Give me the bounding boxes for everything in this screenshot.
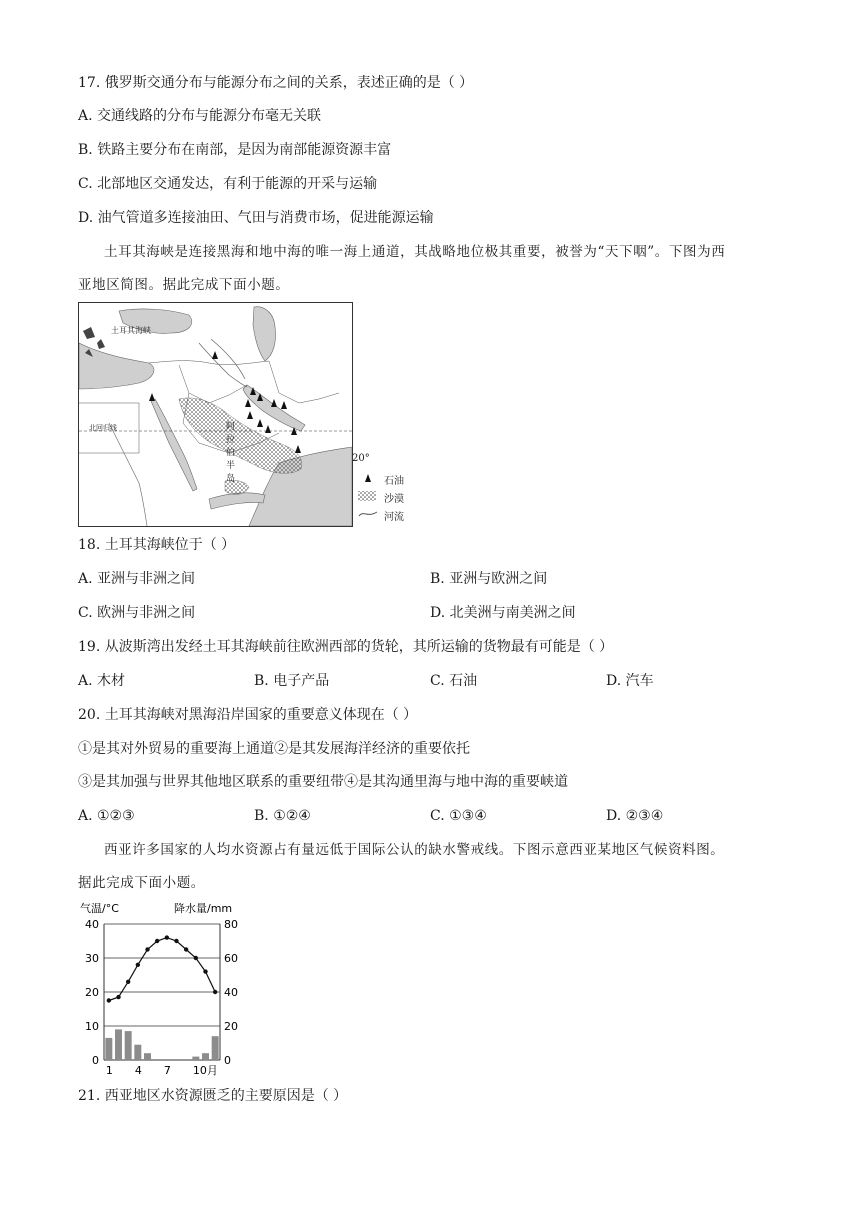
q20-statement-2: ③是其加强与世界其他地区联系的重要纽带④是其沟通里海与地中海的重要峡道	[78, 774, 568, 790]
q17-stem: 17. 俄罗斯交通分布与能源分布之间的关系，表述正确的是（ ）	[78, 75, 474, 91]
legend-desert: 沙漠	[358, 490, 376, 505]
precipitation-bar	[202, 1053, 209, 1060]
precipitation-bar	[115, 1029, 122, 1060]
temperature-line	[109, 938, 215, 1001]
climate-chart	[76, 900, 276, 1080]
precipitation-bar	[134, 1045, 141, 1060]
climate-chart-svg	[76, 900, 276, 1080]
q19-stem: 19. 从波斯湾出发经土耳其海峡前往欧洲西部的货轮，其所运输的货物最有可能是（ ）	[78, 639, 614, 655]
q18-option-d: D. 北美洲与南美洲之间	[430, 605, 576, 621]
y-left-tick-label: 10	[85, 1020, 99, 1033]
tropic-label: 北回归线	[89, 424, 117, 432]
desert-label: 阿拉伯半岛	[224, 421, 234, 486]
q19-option-b: B. 电子产品	[254, 673, 330, 689]
temperature-point	[194, 956, 198, 960]
q20-stem: 20. 土耳其海峡对黑海沿岸国家的重要意义体现在（ ）	[78, 707, 418, 723]
y-left-tick-label: 0	[92, 1054, 99, 1067]
y-left-tick-label: 20	[85, 986, 99, 999]
precipitation-bar	[212, 1036, 219, 1060]
temperature-point	[203, 969, 207, 973]
legend-river: 河流	[358, 508, 378, 523]
precipitation-bar	[125, 1031, 132, 1060]
q17-option-c: C. 北部地区交通发达，有利于能源的开采与运输	[78, 176, 378, 192]
temperature-point	[174, 939, 178, 943]
x-tick-label: 7	[163, 1064, 171, 1077]
temperature-point	[184, 947, 188, 951]
q19-option-c: C. 石油	[430, 673, 478, 689]
q21-stem: 21. 西亚地区水资源匮乏的主要原因是（ ）	[78, 1088, 348, 1104]
q18-stem: 18. 土耳其海峡位于（ ）	[78, 537, 236, 553]
temperature-point	[165, 935, 169, 939]
q17-option-d: D. 油气管道多连接油田、气田与消费市场，促进能源运输	[78, 210, 434, 226]
precipitation-bar	[192, 1057, 199, 1060]
y-right-tick-label: 80	[224, 918, 238, 931]
y-right-tick-label: 40	[224, 986, 238, 999]
q19-option-d: D. 汽车	[606, 673, 654, 689]
q19-option-a: A. 木材	[78, 673, 126, 689]
legend-oil: 石油	[362, 472, 374, 487]
temperature-point	[116, 995, 120, 999]
q17-option-a: A. 交通线路的分布与能源分布毫无关联	[78, 108, 322, 124]
x-tick-label: 1	[105, 1064, 113, 1077]
q18-option-a: A. 亚洲与非洲之间	[78, 571, 196, 587]
q20-option-b: B. ①②④	[254, 808, 311, 824]
temperature-point	[107, 998, 111, 1002]
temperature-point	[145, 947, 149, 951]
temperature-point	[213, 990, 217, 994]
q20-option-c: C. ①③④	[430, 808, 487, 824]
y-right-tick-label: 60	[224, 952, 238, 965]
q20-statement-1: ①是其对外贸易的重要海上通道②是其发展海洋经济的重要依托	[78, 741, 470, 757]
ylabel-left: 气温/°C	[80, 902, 119, 915]
y-right-tick-label: 20	[224, 1020, 238, 1033]
ylabel-right: 降水量/mm	[174, 902, 233, 915]
y-right-tick-label: 0	[224, 1054, 231, 1067]
strait-label: 土耳其海峡	[111, 326, 151, 335]
passage1-line2: 亚地区简图。据此完成下面小题。	[78, 277, 290, 293]
west-asia-map	[78, 302, 353, 527]
x-tick-label: 10月	[192, 1064, 218, 1077]
precipitation-bar	[144, 1053, 151, 1060]
passage2-line1: 西亚许多国家的人均水资源占有量远低于国际公认的缺水警戒线。下图示意西亚某地区气候资料图。	[104, 842, 725, 858]
temperature-point	[136, 963, 140, 967]
y-left-tick-label: 40	[85, 918, 99, 931]
river-icon	[358, 508, 378, 520]
map-svg	[79, 303, 352, 526]
precipitation-bar	[105, 1038, 112, 1060]
latitude-label: 20°	[352, 453, 370, 464]
temperature-point	[126, 980, 130, 984]
temperature-point	[155, 939, 159, 943]
desert-icon	[358, 490, 376, 502]
q20-option-d: D. ②③④	[606, 808, 664, 824]
oil-icon	[362, 472, 374, 484]
q18-option-c: C. 欧洲与非洲之间	[78, 605, 196, 621]
q18-option-b: B. 亚洲与欧洲之间	[430, 571, 548, 587]
passage2-line2: 据此完成下面小题。	[78, 875, 205, 891]
q17-option-b: B. 铁路主要分布在南部，是因为南部能源资源丰富	[78, 142, 392, 158]
x-tick-label: 4	[134, 1064, 142, 1077]
y-left-tick-label: 30	[85, 952, 99, 965]
passage1-line1: 土耳其海峡是连接黑海和地中海的唯一海上通道，其战略地位极其重要，被誉为“天下咽”。下图为西	[104, 244, 726, 260]
q20-option-a: A. ①②③	[78, 808, 135, 824]
